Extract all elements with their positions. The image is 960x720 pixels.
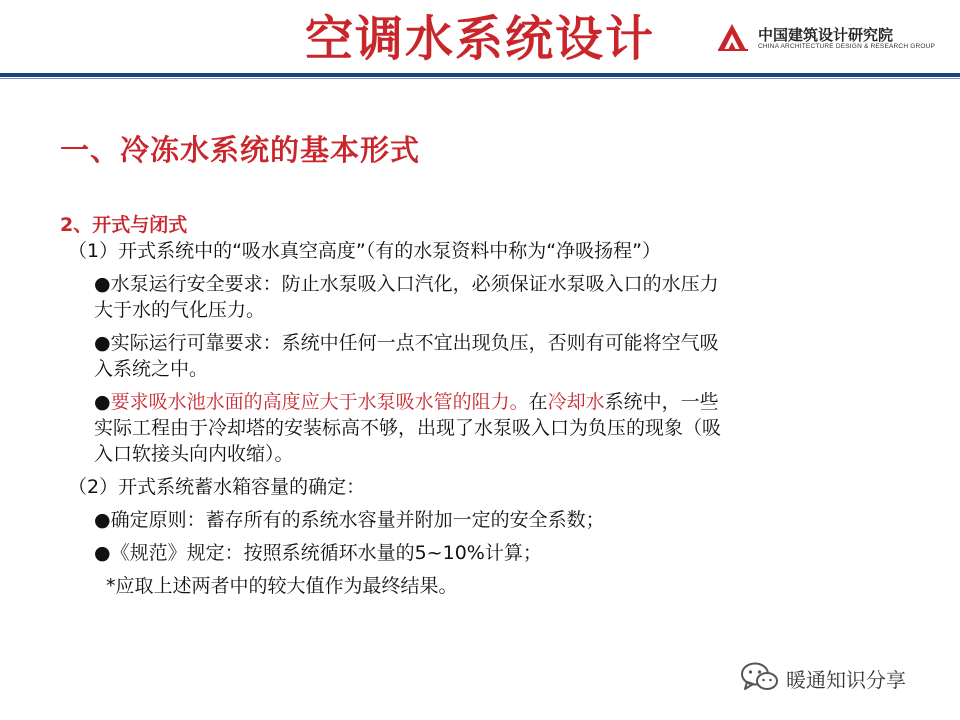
highlight-text: 要求吸水池水面的高度应大于水泵吸水管的阻力。 bbox=[110, 391, 529, 413]
organization-logo bbox=[716, 22, 946, 56]
bullet-line: 实际工程由于冷却塔的安装标高不够，出现了水泵吸入口为负压的现象（吸 bbox=[94, 417, 722, 439]
header-divider-thin bbox=[0, 78, 960, 79]
bullet-line: 大于水的气化压力。 bbox=[94, 299, 266, 321]
bullet-line: 入系统之中。 bbox=[94, 358, 209, 380]
bullet-paragraph bbox=[60, 389, 910, 467]
bullet-text: 在 bbox=[528, 391, 548, 413]
item1-label: （1）开式系统中的“吸水真空高度”（有的水泵资料中称为“净吸扬程”） bbox=[68, 240, 661, 262]
bullet-line bbox=[94, 330, 910, 356]
bullet-text: 实际运行可靠要求：系统中任何一点不宜出现负压，否则有可能将空气吸 bbox=[110, 332, 719, 354]
bullet-line bbox=[94, 507, 910, 533]
bullet-line bbox=[94, 540, 910, 566]
bullet-line bbox=[94, 389, 910, 415]
wechat-icon bbox=[740, 660, 780, 694]
bullet-marker: ● bbox=[94, 332, 111, 354]
slide-body bbox=[60, 212, 910, 599]
bullet-paragraph bbox=[60, 271, 910, 323]
bullet-marker: ● bbox=[94, 391, 111, 413]
bullet-text: 《规范》规定：按照系统循环水量的5~10%计算； bbox=[110, 542, 542, 564]
cadg-logo-icon bbox=[716, 22, 750, 52]
bullet-line bbox=[94, 271, 910, 297]
bullet-paragraph bbox=[60, 507, 910, 533]
wechat-watermark bbox=[740, 660, 950, 694]
bullet-marker: ● bbox=[94, 509, 111, 531]
bullet-paragraph bbox=[60, 540, 910, 566]
item2-label: （2）开式系统蓄水箱容量的确定： bbox=[68, 476, 366, 498]
logo-chinese-name: 中国建筑设计研究院 bbox=[758, 26, 894, 44]
bullet-text: 确定原则：蓄存所有的系统水容量并附加一定的安全系数； bbox=[110, 509, 605, 531]
highlight-text: 冷却水 bbox=[547, 391, 605, 413]
bullet-text: 水泵运行安全要求：防止水泵吸入口汽化，必须保证水泵吸入口的水压力 bbox=[110, 273, 719, 295]
watermark-text: 暖通知识分享 bbox=[786, 668, 906, 692]
slide-title: 空调水系统设计 bbox=[304, 11, 655, 67]
footnote: *应取上述两者中的较大值作为最终结果。 bbox=[106, 575, 458, 597]
bullet-marker: ● bbox=[94, 273, 111, 295]
logo-english-name: CHINA ARCHITECTURE DESIGN & RESEARCH GROUP bbox=[758, 43, 936, 50]
bullet-marker: ● bbox=[94, 542, 111, 564]
bullet-paragraph bbox=[60, 330, 910, 382]
header-divider bbox=[0, 73, 960, 77]
section-heading: 一、冷冻水系统的基本形式 bbox=[60, 133, 421, 167]
subsection-heading: 2、开式与闭式 bbox=[60, 214, 188, 236]
bullet-line: 入口软接头向内收缩）。 bbox=[94, 443, 294, 465]
bullet-text: 系统中，一些 bbox=[604, 391, 719, 413]
